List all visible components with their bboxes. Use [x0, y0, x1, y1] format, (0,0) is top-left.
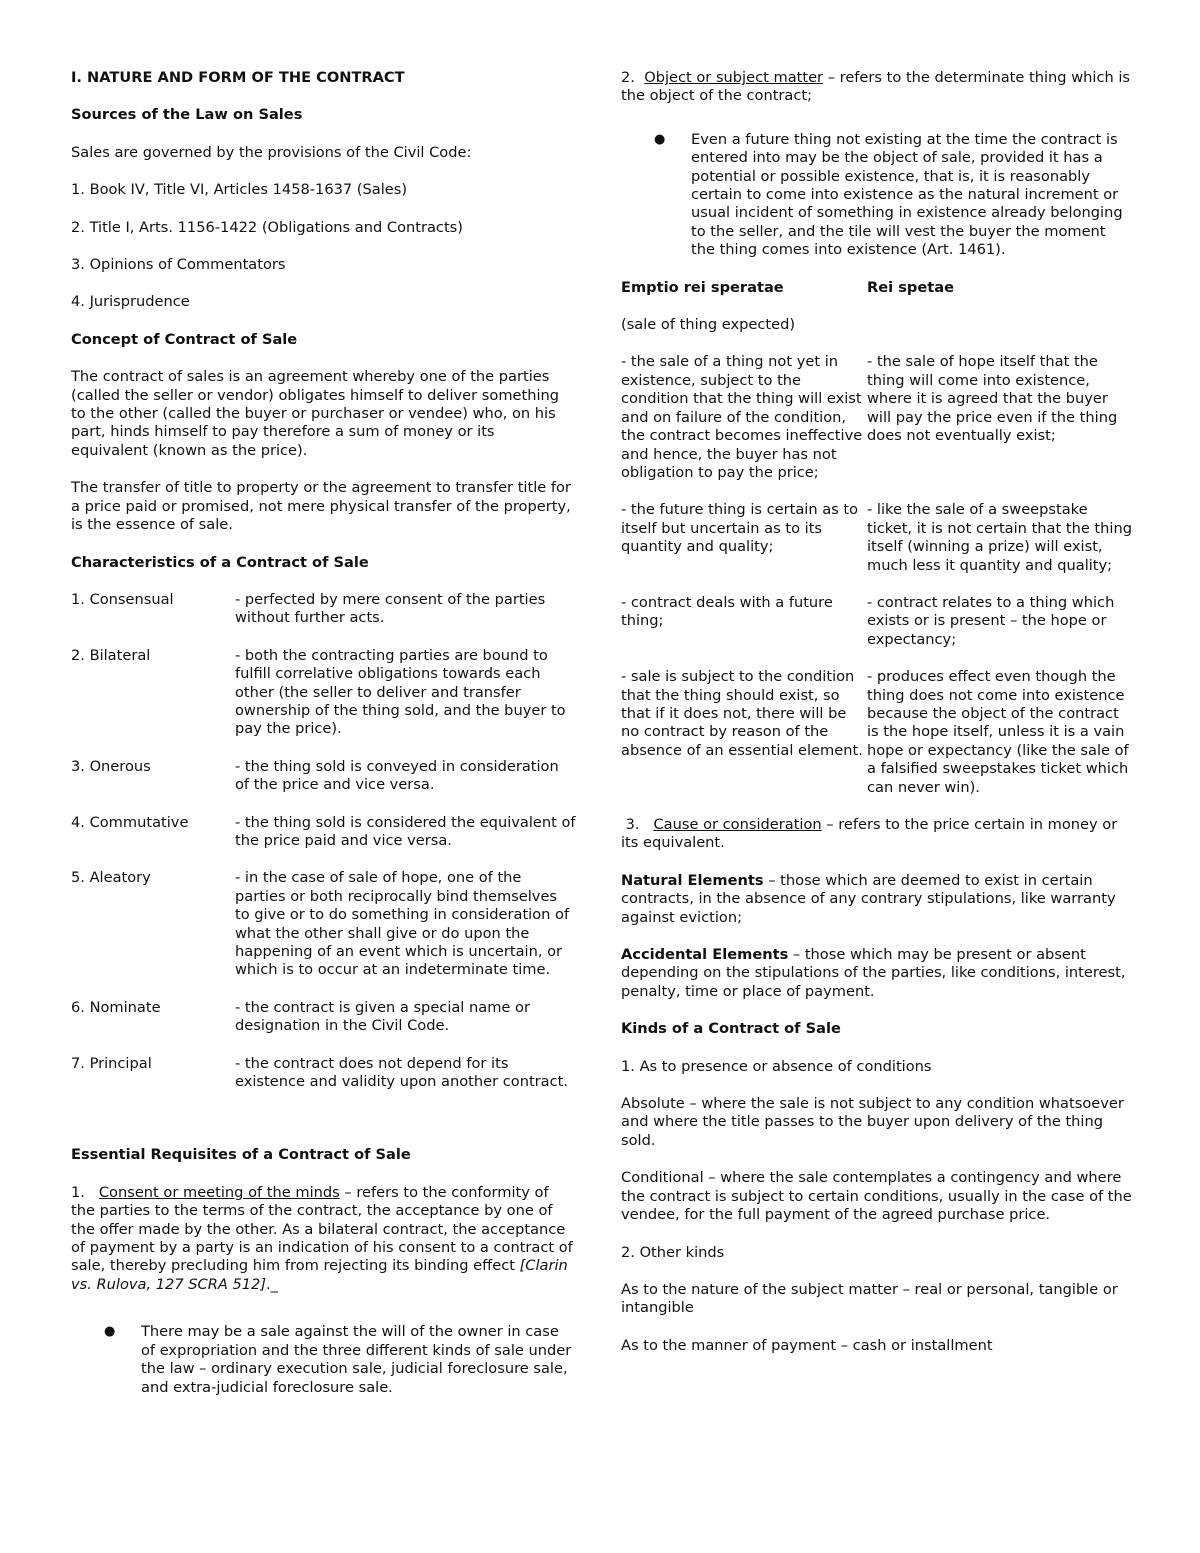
column-heading-spei: Rei spetae	[867, 278, 954, 296]
case-citation: [Clarin vs. Rulova, 127 SCRA 512]	[71, 1257, 568, 1293]
characteristic-row	[71, 999, 576, 1036]
characteristic-term: 1. Consensual	[71, 590, 174, 608]
requisite-number: 1.	[71, 1183, 99, 1201]
concept-paragraph: The transfer of title to property or the agreement to transfer title for a price paid or promised, not mere physical transfer of the property, is the essence of sale.	[71, 479, 571, 534]
requisite-term: Cause or consideration	[653, 816, 822, 833]
sources-intro: Sales are governed by the provisions of the Civil Code:	[71, 143, 472, 161]
concept-heading: Concept of Contract of Sale	[71, 330, 298, 348]
comparison-row	[621, 353, 1133, 482]
source-item: 2. Title I, Arts. 1156-1422 (Obligations and Contracts)	[71, 218, 463, 236]
requisite-term: Consent or meeting of the minds	[98, 1183, 340, 1201]
natural-elements-text: – those which are deemed to exist in certain contracts, in the absence of any contrary stipulations, like warranty against eviction;	[621, 871, 1116, 926]
comparison-row	[621, 594, 1133, 649]
characteristic-term: 2. Bilateral	[71, 646, 151, 664]
requisite-term: Object or subject matter	[644, 69, 824, 86]
comparison-subheader	[621, 316, 1133, 334]
bullet-text: Even a future thing not existing at the time the contract is entered into may be the object of sale, provided it has a potential or possible existence, that is, it is reasonably certain to come into existence as the natural increment or usual incident of something in existence already belonging to the seller, and the tile will vest the buyer the moment the thing comes into existence (Art. 1461).	[691, 130, 1123, 259]
right-column	[621, 69, 1133, 1374]
bullet-icon: ●	[104, 1324, 116, 1340]
characteristic-desc: - in the case of sale of hope, one of the parties or both reciprocally bind themselves to give or to do something in consideration of what the other shall give or do upon the happening of an event which is uncertain, or which is to occur at an indeterminate time.	[235, 869, 570, 979]
requisite-number: 2.	[621, 69, 645, 86]
requisite-end: ._	[266, 1275, 278, 1293]
characteristic-row	[71, 869, 576, 979]
bullet-icon: ●	[654, 131, 666, 147]
characteristic-desc: - the contract is given a special name or designation in the Civil Code.	[235, 998, 530, 1035]
characteristic-term: 7. Principal	[71, 1054, 152, 1072]
requisite-object	[621, 69, 1133, 106]
section-title: I. NATURE AND FORM OF THE CONTRACT	[71, 69, 405, 86]
characteristics-heading: Characteristics of a Contract of Sale	[71, 553, 369, 571]
requisite-consent	[71, 1184, 576, 1294]
characteristic-term: 3. Onerous	[71, 757, 151, 775]
comparison-cell: - contract deals with a future thing;	[621, 593, 833, 630]
comparison-cell: - the future thing is certain as to itself but uncertain as to its quantity and quality;	[621, 501, 859, 556]
source-item: 4. Jurisprudence	[71, 293, 190, 311]
comparison-cell: - the sale of hope itself that the thing will come into existence, where it is agreed that the buyer will pay the price even if the thing does not eventually exist;	[867, 353, 1118, 445]
comparison-cell: - sale is subject to the condition that the thing should exist, so that if it does not, there will be no contract by reason of the absence of an essential element.	[621, 668, 863, 759]
comparison-row	[621, 668, 1133, 797]
left-column	[71, 69, 576, 1416]
characteristic-desc: - both the contracting parties are bound to fulfill correlative obligations towards each other (the seller to deliver and transfer ownership of the thing sold, and the buyer to pay the price).	[235, 646, 566, 738]
bullet-text: There may be a sale against the will of the owner in case of expropriation and the three different kinds of sale under the law – ordinary execution sale, judicial foreclosure sale, and extra-judicial foreclosure sale.	[141, 1323, 572, 1396]
characteristic-desc: - the thing sold is considered the equivalent of the price paid and vice versa.	[235, 813, 576, 849]
subject-matter-kind: As to the nature of the subject matter – real or personal, tangible or intangible	[621, 1280, 1118, 1317]
characteristic-desc: - perfected by mere consent of the parties without further acts.	[235, 590, 546, 627]
bullet-item	[71, 1323, 576, 1397]
column-subheading: (sale of thing expected)	[621, 316, 796, 334]
characteristic-row	[71, 1055, 576, 1092]
characteristic-row	[71, 758, 576, 795]
accidental-elements-term: Accidental Elements	[621, 946, 789, 964]
payment-kind: As to the manner of payment – cash or installment	[621, 1336, 993, 1354]
characteristic-desc: - the contract does not depend for its existence and validity upon another contract.	[235, 1054, 568, 1091]
comparison-header	[621, 279, 1133, 297]
comparison-cell: - the sale of a thing not yet in existence, subject to the condition that the thing will exist and on failure of the condition, the contract becomes ineffective and hence, the buyer has not obligation to pay the price;	[621, 353, 863, 481]
spacer	[71, 1110, 576, 1146]
sources-heading: Sources of the Law on Sales	[71, 106, 303, 124]
requisites-heading: Essential Requisites of a Contract of Sale	[71, 1146, 411, 1164]
requisite-text: – refers to the conformity of the parties to the terms of the contract, the acceptance by one of the offer made by the other. As a bilateral contract, the acceptance of payment by a party is an indication of his consent to a contract of sale, thereby precluding him from rejecting its binding effect	[71, 1183, 573, 1275]
comparison-cell: - contract relates to a thing which exists or is present – the hope or expectancy;	[867, 593, 1115, 648]
characteristic-row	[71, 814, 576, 851]
characteristic-desc: - the thing sold is conveyed in consideration of the price and vice versa.	[235, 757, 559, 794]
requisite-text: – refers to the determinate thing which is the object of the contract;	[621, 69, 1131, 105]
accidental-elements	[621, 946, 1133, 1001]
bullet-item	[621, 131, 1133, 260]
comparison-cell: - like the sale of a sweepstake ticket, it is not certain that the thing itself (winning a prize) will exist, much less it quantity and quality;	[867, 501, 1132, 574]
concept-paragraph: The contract of sales is an agreement whereby one of the parties (called the seller or vendor) obligates himself to deliver something to the other (called the buyer or purchaser or vendee) who, on his part, hinds himself to pay therefore a sum of money or its equivalent (known as the price).	[71, 368, 560, 459]
accidental-elements-text: – those which may be present or absent depending on the stipulations of the parties, like conditions, interest, penalty, time or place of payment.	[621, 946, 1126, 1000]
requisite-number: 3.	[621, 816, 654, 833]
kinds-heading: Kinds of a Contract of Sale	[621, 1020, 841, 1038]
natural-elements-term: Natural Elements	[621, 871, 764, 889]
absolute-sale: Absolute – where the sale is not subject to any condition whatsoever and where the title passes to the buyer upon delivery of the thing sold.	[621, 1095, 1124, 1149]
kinds-item: 1. As to presence or absence of conditions	[621, 1057, 932, 1075]
characteristic-row	[71, 647, 576, 739]
requisite-cause	[621, 816, 1133, 853]
source-item: 1. Book IV, Title VI, Articles 1458-1637 (Sales)	[71, 181, 408, 199]
natural-elements	[621, 872, 1133, 927]
comparison-row	[621, 501, 1133, 575]
column-heading-emptio: Emptio rei speratae	[621, 278, 784, 296]
characteristic-row	[71, 591, 576, 628]
conditional-sale: Conditional – where the sale contemplates a contingency and where the contract is subject to certain conditions, usually in the case of the vendee, for the full payment of the agreed purchase price.	[621, 1169, 1132, 1224]
characteristic-term: 5. Aleatory	[71, 869, 151, 887]
kinds-item: 2. Other kinds	[621, 1243, 725, 1261]
source-item: 3. Opinions of Commentators	[71, 256, 286, 274]
comparison-cell: - produces effect even though the thing does not come into existence because the object of the contract is the hope itself, unless it is a vain hope or expectancy (like the sale of a falsified sweepstakes ticket which can never win).	[867, 668, 1129, 796]
characteristic-term: 4. Commutative	[71, 813, 189, 831]
characteristic-term: 6. Nominate	[71, 998, 161, 1016]
requisite-text: – refers to the price certain in money or its equivalent.	[621, 816, 1118, 852]
